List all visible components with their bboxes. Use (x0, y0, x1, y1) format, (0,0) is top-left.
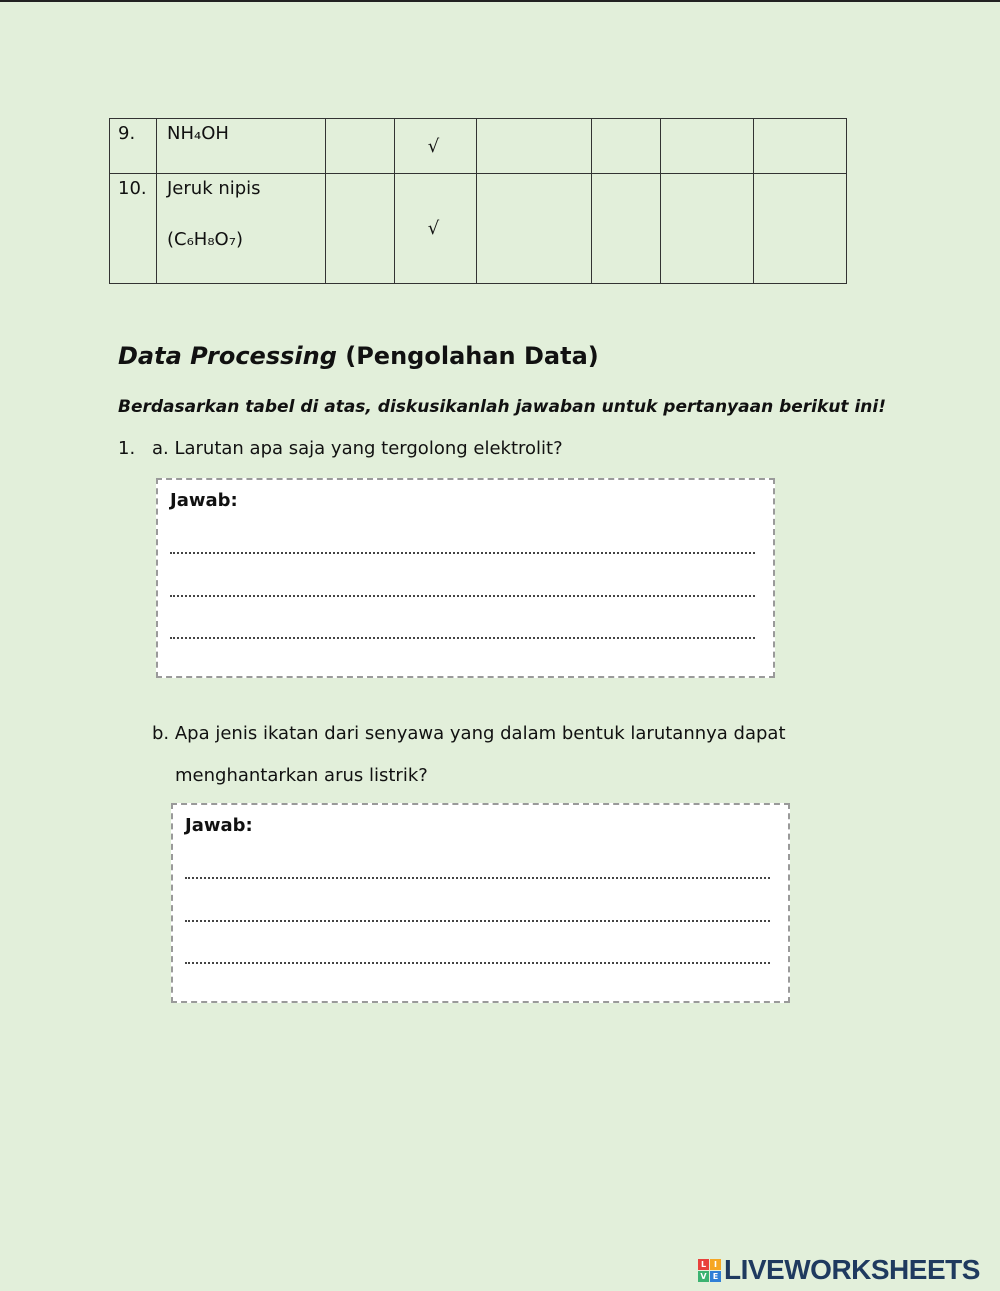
answer-label: Jawab: (170, 490, 238, 511)
logo-mark-letter: V (698, 1271, 709, 1282)
logo-mark-letter: E (710, 1271, 721, 1282)
row-number: 10. (110, 174, 157, 284)
solution-name (157, 174, 326, 284)
section-title-italic: Data Processing (118, 342, 337, 370)
table-cell (592, 119, 661, 174)
table-cell (754, 119, 847, 174)
question-number: 1. (118, 438, 136, 459)
answer-line[interactable] (170, 637, 755, 639)
table-row (110, 119, 847, 174)
question-1b-line1: b. Apa jenis ikatan dari senyawa yang dalam bentuk larutannya dapat (152, 723, 786, 744)
table-cell (477, 174, 592, 284)
liveworksheets-logo (698, 1254, 980, 1286)
answer-line[interactable] (185, 962, 770, 964)
logo-mark-letter: L (698, 1259, 709, 1270)
answer-line[interactable] (185, 877, 770, 879)
top-rule (0, 0, 1000, 2)
table-cell (661, 119, 754, 174)
section-title (118, 342, 599, 370)
check-mark: √ (427, 135, 440, 157)
solution-formula: (C₆H₈O₇) (167, 229, 243, 250)
check-cell (395, 119, 477, 174)
check-cell (395, 174, 477, 284)
answer-line[interactable] (170, 595, 755, 597)
table-cell (754, 174, 847, 284)
logo-text: LIVEWORKSHEETS (724, 1254, 980, 1285)
table-cell (326, 119, 395, 174)
question-1a: a. Larutan apa saja yang tergolong elektrolit? (152, 438, 563, 459)
table-cell (592, 174, 661, 284)
question-1b-line2: menghantarkan arus listrik? (175, 765, 428, 786)
check-mark: √ (427, 218, 440, 239)
table-cell (326, 174, 395, 284)
logo-mark-letter: I (710, 1259, 721, 1270)
row-number: 9. (110, 119, 157, 174)
answer-line[interactable] (185, 920, 770, 922)
logo-mark-icon (698, 1259, 721, 1282)
answer-label: Jawab: (185, 815, 253, 836)
solution-name (157, 119, 326, 174)
answer-box-1b[interactable] (171, 803, 790, 1003)
answer-box-1a[interactable] (156, 478, 775, 678)
table-cell (661, 174, 754, 284)
observation-table (109, 118, 847, 284)
answer-line[interactable] (170, 552, 755, 554)
instruction-text: Berdasarkan tabel di atas, diskusikanlah jawaban untuk pertanyaan berikut ini! (118, 397, 886, 417)
solution-name-text: NH₄OH (167, 123, 229, 144)
table-cell (477, 119, 592, 174)
section-title-rest: (Pengolahan Data) (345, 342, 599, 370)
table-row (110, 174, 847, 284)
solution-name-text: Jeruk nipis (167, 178, 261, 199)
